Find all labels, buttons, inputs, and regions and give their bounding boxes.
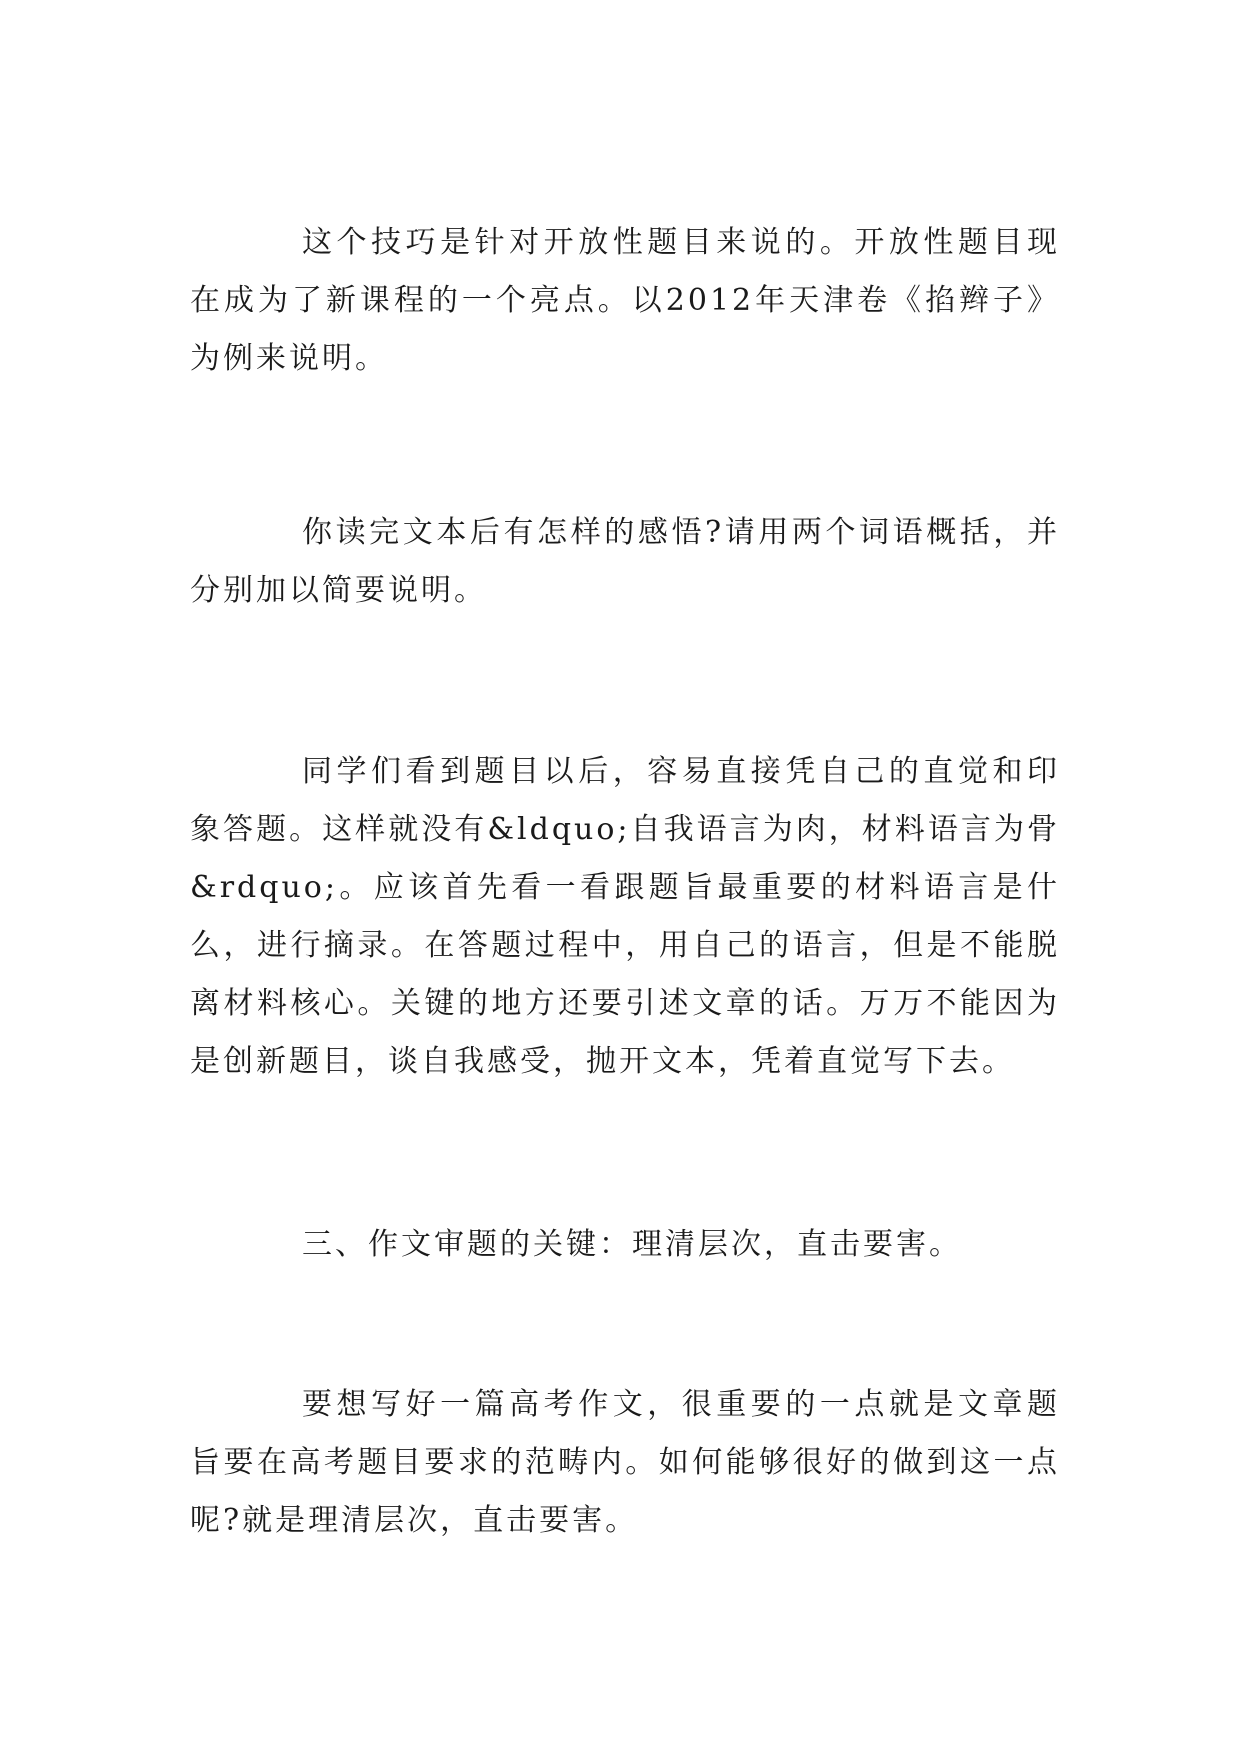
section-heading-essay-topic: 三、作文审题的关键：理清层次，直击要害。 [302, 1227, 962, 1262]
paragraph-question-prompt: 你读完文本后有怎样的感悟?请用两个词语概括，并分别加以简要说明。 [190, 515, 1060, 608]
paragraph-answering-advice: 同学们看到题目以后，容易直接凭自己的直觉和印象答题。这样就没有&ldquo;自我语言为肉，材料语言为骨&rdquo;。应该首先看一看跟题旨最重要的材料语言是什么，进行摘录。在答题过程中，用自己的语言，但是不能脱离材料核心。关键的地方还要引述文章的话。万万不能因为是创新题目，谈自我感受，抛开文本，凭着直觉写下去。 [190, 754, 1060, 1079]
paragraph-essay-advice: 要想写好一篇高考作文，很重要的一点就是文章题旨要在高考题目要求的范畴内。如何能够很好的做到这一点呢?就是理清层次，直击要害。 [190, 1387, 1060, 1538]
paragraph-open-question-tip: 这个技巧是针对开放性题目来说的。开放性题目现在成为了新课程的一个亮点。以2012年天津卷《掐辫子》为例来说明。 [190, 225, 1060, 376]
